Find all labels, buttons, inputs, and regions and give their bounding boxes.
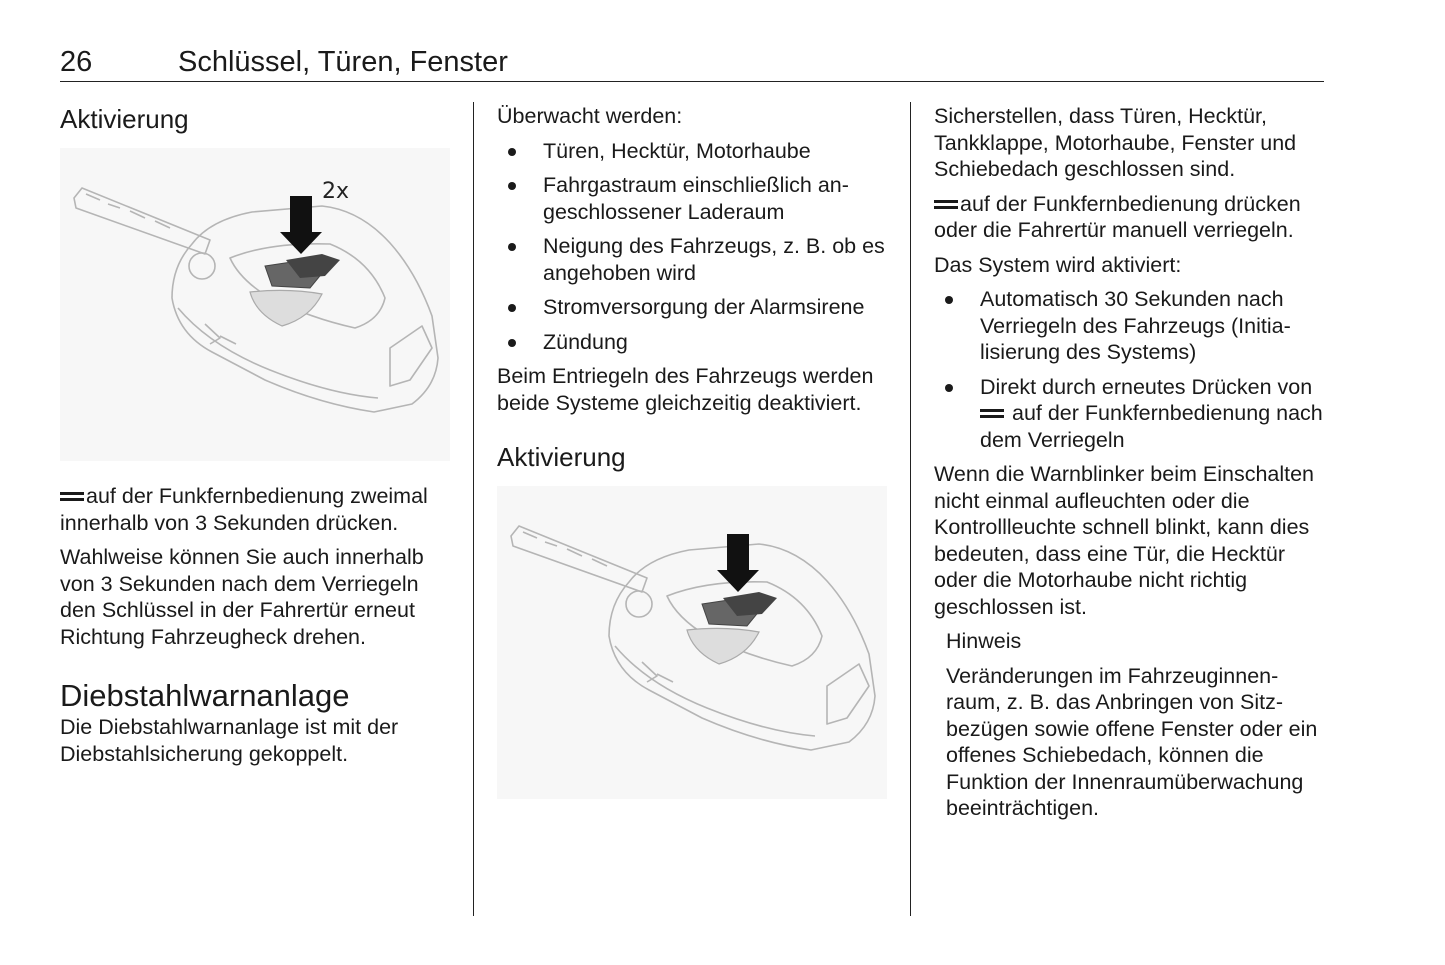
column-left: [60, 104, 455, 775]
list-item: Automatisch 30 Sekunden nach Verriegeln des Fahrzeugs (Initialisierung des Systems): [934, 286, 1326, 366]
list-item: Neigung des Fahrzeugs, z. B. ob es angehoben wird: [497, 233, 889, 286]
press-count-label: 2x: [322, 179, 350, 204]
page-number: 26: [60, 46, 93, 78]
column-right: [934, 103, 1326, 830]
column-divider: [910, 102, 911, 916]
paragraph: auf der Funkfernbedienung drücken oder die Fahrertür manuell verriegeln.: [934, 191, 1301, 242]
paragraph: Wahlweise können Sie auch innerhalb von 3 Sekunden nach dem Verriegeln den Schlüssel in der Fahrertür erneut Richtung Fahrzeugheck drehen.: [60, 545, 424, 649]
subheading-aktivierung: Aktivierung: [60, 104, 189, 134]
list-item: Direkt durch erneutes Drücken von auf der Funkfernbedienung nach dem Verriegeln: [934, 374, 1326, 454]
key-fob-illustration-icon: [497, 486, 887, 799]
lock-button-icon: [980, 409, 1004, 418]
note-title: Hinweis: [946, 629, 1022, 653]
list-item: Fahrgastraum einschließlich angeschlossener Laderaum: [497, 172, 889, 225]
key-fob-figure: [497, 486, 887, 799]
list-item: Türen, Hecktür, Motorhaube: [497, 138, 889, 165]
subheading-aktivierung: Aktivierung: [497, 442, 626, 472]
column-divider: [473, 102, 474, 916]
list-item: Stromversorgung der Alarmsirene: [497, 294, 889, 321]
column-middle: [497, 103, 889, 799]
paragraph: Das System wird aktiviert:: [934, 252, 1182, 277]
activation-list: [934, 286, 1326, 453]
chapter-title: Schlüssel, Türen, Fenster: [178, 46, 508, 78]
paragraph: Beim Entriegeln des Fahrzeugs werden beide Systeme gleichzeitig deaktiviert.: [497, 364, 874, 415]
key-fob-illustration-icon: [60, 148, 450, 461]
paragraph: Die Diebstahlwarnanlage ist mit der Diebstahlsicherung gekoppelt.: [60, 715, 399, 766]
section-title: Diebstahlwarnanlage: [60, 678, 350, 713]
note-text: Veränderungen im Fahrzeuginnenraum, z. B. das Anbringen von Sitzbezügen sowie offene Fenster oder ein offenes Schiebedach, können die Funktion der Innenraumüberwachung beeinträchtigen.: [946, 663, 1318, 820]
list-item: Zündung: [497, 329, 889, 356]
intro-text: Überwacht werden:: [497, 104, 683, 128]
note-box: [946, 628, 1326, 822]
paragraph: auf der Funkfernbedienung zweimal innerhalb von 3 Sekunden drücken.: [60, 484, 428, 535]
lock-button-icon: [934, 200, 958, 209]
paragraph: Wenn die Warnblinker beim Einschalten nicht einmal aufleuchten oder die Kontrollleuchte schnell blinkt, kann dies bedeuten, dass eine Tür, die Hecktür oder die Motorhaube nicht richtig geschlossen ist.: [934, 462, 1315, 619]
paragraph: Sicherstellen, dass Türen, Hecktür, Tankklappe, Motorhaube, Fenster und Schiebedach geschlossen sind.: [934, 104, 1297, 181]
key-fob-figure: [60, 148, 450, 461]
lock-button-icon: [60, 492, 84, 501]
page-header: [60, 45, 1324, 82]
monitored-list: [497, 138, 889, 356]
